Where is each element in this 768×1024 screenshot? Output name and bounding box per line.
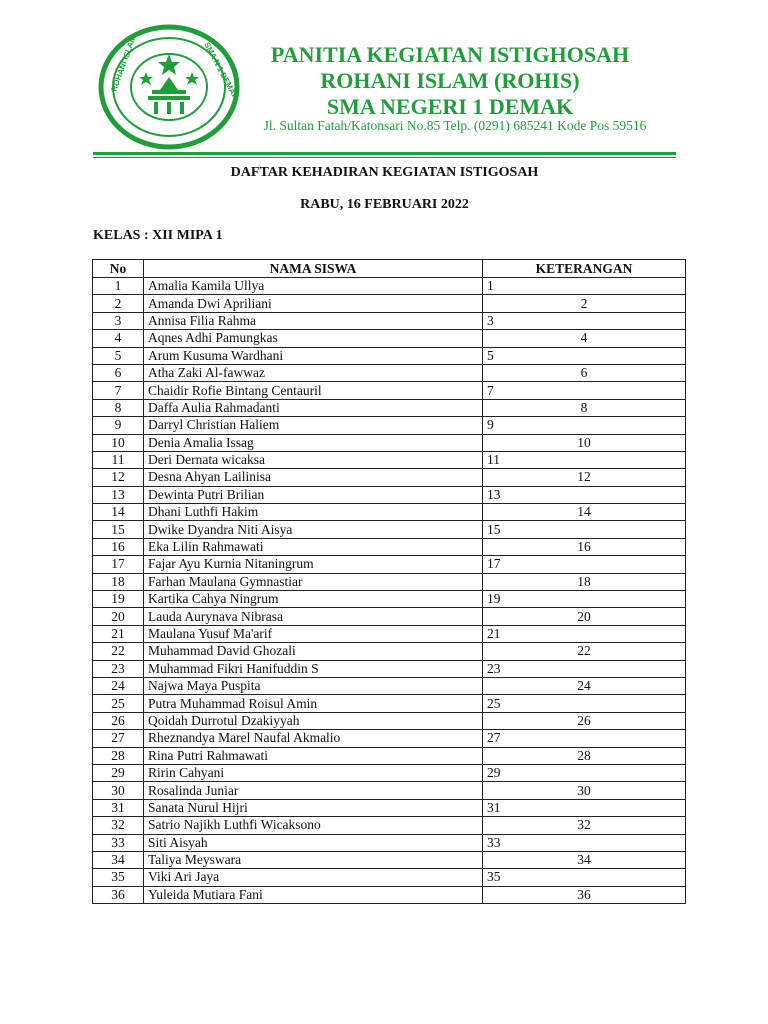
row-keterangan: 4	[483, 330, 686, 347]
row-number: 1	[93, 278, 144, 295]
header-organization: ROHANI ISLAM (ROHIS)	[320, 68, 580, 93]
table-row	[93, 817, 686, 834]
student-name: Taliya Meyswara	[144, 851, 483, 868]
table-row	[93, 695, 686, 712]
student-name: Rheznandya Marel Naufal Akmalio	[144, 730, 483, 747]
row-keterangan: 7	[483, 382, 686, 399]
row-keterangan: 5	[483, 347, 686, 364]
class-label: KELAS : XII MIPA 1	[93, 228, 223, 243]
student-name: Kartika Cahya Ningrum	[144, 591, 483, 608]
row-number: 26	[93, 712, 144, 729]
student-name: Daffa Aulia Rahmadanti	[144, 399, 483, 416]
student-name: Annisa Filia Rahma	[144, 312, 483, 329]
table-row	[93, 521, 686, 538]
student-name: Lauda Aurynava Nibrasa	[144, 608, 483, 625]
row-number: 15	[93, 521, 144, 538]
header-school: SMA NEGERI 1 DEMAK	[326, 94, 574, 119]
row-number: 9	[93, 417, 144, 434]
row-number: 34	[93, 851, 144, 868]
row-number: 22	[93, 643, 144, 660]
document-title: DAFTAR KEHADIRAN KEGIATAN ISTIGOSAH	[230, 165, 539, 180]
student-name: Atha Zaki Al-fawwaz	[144, 364, 483, 381]
row-keterangan: 26	[483, 712, 686, 729]
student-name: Satrio Najikh Luthfi Wicaksono	[144, 817, 483, 834]
row-keterangan: 30	[483, 782, 686, 799]
student-name: Viki Ari Jaya	[144, 869, 483, 886]
row-keterangan: 9	[483, 417, 686, 434]
table-row	[93, 747, 686, 764]
row-keterangan: 13	[483, 486, 686, 503]
row-keterangan: 21	[483, 625, 686, 642]
row-number: 10	[93, 434, 144, 451]
row-number: 25	[93, 695, 144, 712]
row-number: 6	[93, 364, 144, 381]
row-number: 29	[93, 764, 144, 781]
student-name: Yuleida Mutiara Fani	[144, 886, 483, 903]
table-row	[93, 295, 686, 312]
row-number: 12	[93, 469, 144, 486]
row-keterangan: 8	[483, 399, 686, 416]
row-number: 16	[93, 538, 144, 555]
document-date: RABU, 16 FEBRUARI 2022	[300, 197, 469, 212]
table-row	[93, 330, 686, 347]
student-name: Denia Amalia Issag	[144, 434, 483, 451]
table-row	[93, 834, 686, 851]
student-name: Rosalinda Juniar	[144, 782, 483, 799]
table-row	[93, 486, 686, 503]
student-name: Sanata Nurul Hijri	[144, 799, 483, 816]
table-row	[93, 799, 686, 816]
table-row	[93, 312, 686, 329]
row-number: 21	[93, 625, 144, 642]
row-number: 7	[93, 382, 144, 399]
student-name: Darryl Christian Haliem	[144, 417, 483, 434]
table-row	[93, 764, 686, 781]
student-name: Siti Aisyah	[144, 834, 483, 851]
table-row	[93, 451, 686, 468]
row-keterangan: 11	[483, 451, 686, 468]
row-number: 35	[93, 869, 144, 886]
rohis-logo	[96, 22, 242, 152]
row-keterangan: 36	[483, 886, 686, 903]
row-keterangan: 24	[483, 677, 686, 694]
student-name: Ririn Cahyani	[144, 764, 483, 781]
student-name: Dhani Luthfi Hakim	[144, 504, 483, 521]
table-row	[93, 417, 686, 434]
header-no: No	[93, 260, 144, 278]
table-row	[93, 469, 686, 486]
student-name: Amanda Dwi Apriliani	[144, 295, 483, 312]
table-row	[93, 556, 686, 573]
student-name: Fajar Ayu Kurnia Nitaningrum	[144, 556, 483, 573]
row-keterangan: 25	[483, 695, 686, 712]
row-keterangan: 23	[483, 660, 686, 677]
row-keterangan: 2	[483, 295, 686, 312]
row-number: 20	[93, 608, 144, 625]
student-name: Qoidah Durrotul Dzakiyyah	[144, 712, 483, 729]
row-number: 4	[93, 330, 144, 347]
logo-text-left: ROHANI ISLAM	[109, 34, 138, 93]
row-keterangan: 35	[483, 869, 686, 886]
row-number: 3	[93, 312, 144, 329]
row-number: 33	[93, 834, 144, 851]
table-row	[93, 399, 686, 416]
table-row	[93, 643, 686, 660]
row-keterangan: 3	[483, 312, 686, 329]
row-keterangan: 1	[483, 278, 686, 295]
row-keterangan: 19	[483, 591, 686, 608]
row-number: 28	[93, 747, 144, 764]
student-name: Eka Lilin Rahmawati	[144, 538, 483, 555]
table-row	[93, 573, 686, 590]
row-number: 14	[93, 504, 144, 521]
row-keterangan: 18	[483, 573, 686, 590]
student-name: Maulana Yusuf Ma'arif	[144, 625, 483, 642]
student-name: Muhammad Fikri Hanifuddin S	[144, 660, 483, 677]
student-name: Putra Muhammad Roisul Amin	[144, 695, 483, 712]
row-number: 32	[93, 817, 144, 834]
header-committee: PANITIA KEGIATAN ISTIGHOSAH	[270, 42, 630, 67]
row-keterangan: 28	[483, 747, 686, 764]
header-name: NAMA SISWA	[144, 260, 483, 278]
row-number: 36	[93, 886, 144, 903]
row-keterangan: 6	[483, 364, 686, 381]
row-keterangan: 17	[483, 556, 686, 573]
row-keterangan: 31	[483, 799, 686, 816]
row-keterangan: 14	[483, 504, 686, 521]
table-row	[93, 677, 686, 694]
row-keterangan: 12	[483, 469, 686, 486]
table-row	[93, 886, 686, 903]
table-row	[93, 504, 686, 521]
header-divider-thick	[93, 152, 676, 155]
row-number: 13	[93, 486, 144, 503]
student-name: Rina Putri Rahmawati	[144, 747, 483, 764]
logo-text-right: SMA N 1 DEMAK	[202, 40, 241, 102]
student-name: Desna Ahyan Lailinisa	[144, 469, 483, 486]
row-keterangan: 16	[483, 538, 686, 555]
header-keterangan: KETERANGAN	[483, 260, 686, 278]
table-row	[93, 782, 686, 799]
row-keterangan: 32	[483, 817, 686, 834]
row-number: 24	[93, 677, 144, 694]
row-number: 17	[93, 556, 144, 573]
row-keterangan: 33	[483, 834, 686, 851]
row-number: 5	[93, 347, 144, 364]
table-row	[93, 591, 686, 608]
row-number: 30	[93, 782, 144, 799]
table-row	[93, 869, 686, 886]
row-number: 2	[93, 295, 144, 312]
row-number: 27	[93, 730, 144, 747]
row-number: 19	[93, 591, 144, 608]
row-keterangan: 29	[483, 764, 686, 781]
table-row	[93, 347, 686, 364]
row-number: 18	[93, 573, 144, 590]
table-row	[93, 730, 686, 747]
row-keterangan: 34	[483, 851, 686, 868]
table-row	[93, 851, 686, 868]
row-number: 23	[93, 660, 144, 677]
header-divider-thin	[93, 157, 676, 158]
row-keterangan: 15	[483, 521, 686, 538]
student-name: Dewinta Putri Brilian	[144, 486, 483, 503]
student-name: Amalia Kamila Ullya	[144, 278, 483, 295]
header-address: Jl. Sultan Fatah/Katonsari No.85 Telp. (0291) 685241 Kode Pos 59516	[263, 118, 647, 133]
student-name: Deri Dernata wicaksa	[144, 451, 483, 468]
student-name: Muhammad David Ghozali	[144, 643, 483, 660]
row-keterangan: 20	[483, 608, 686, 625]
student-name: Dwike Dyandra Niti Aisya	[144, 521, 483, 538]
student-name: Farhan Maulana Gymnastiar	[144, 573, 483, 590]
table-row	[93, 608, 686, 625]
row-number: 11	[93, 451, 144, 468]
table-row	[93, 382, 686, 399]
row-number: 8	[93, 399, 144, 416]
table-row	[93, 660, 686, 677]
table-row	[93, 712, 686, 729]
table-row	[93, 625, 686, 642]
student-name: Chaidir Rofie Bintang Centauril	[144, 382, 483, 399]
student-name: Arum Kusuma Wardhani	[144, 347, 483, 364]
table-row	[93, 278, 686, 295]
table-row	[93, 364, 686, 381]
table-row	[93, 434, 686, 451]
student-name: Aqnes Adhi Pamungkas	[144, 330, 483, 347]
student-name: Najwa Maya Puspita	[144, 677, 483, 694]
row-keterangan: 10	[483, 434, 686, 451]
attendance-table	[92, 259, 686, 904]
row-keterangan: 27	[483, 730, 686, 747]
table-header-row	[93, 260, 686, 278]
table-row	[93, 538, 686, 555]
row-keterangan: 22	[483, 643, 686, 660]
row-number: 31	[93, 799, 144, 816]
